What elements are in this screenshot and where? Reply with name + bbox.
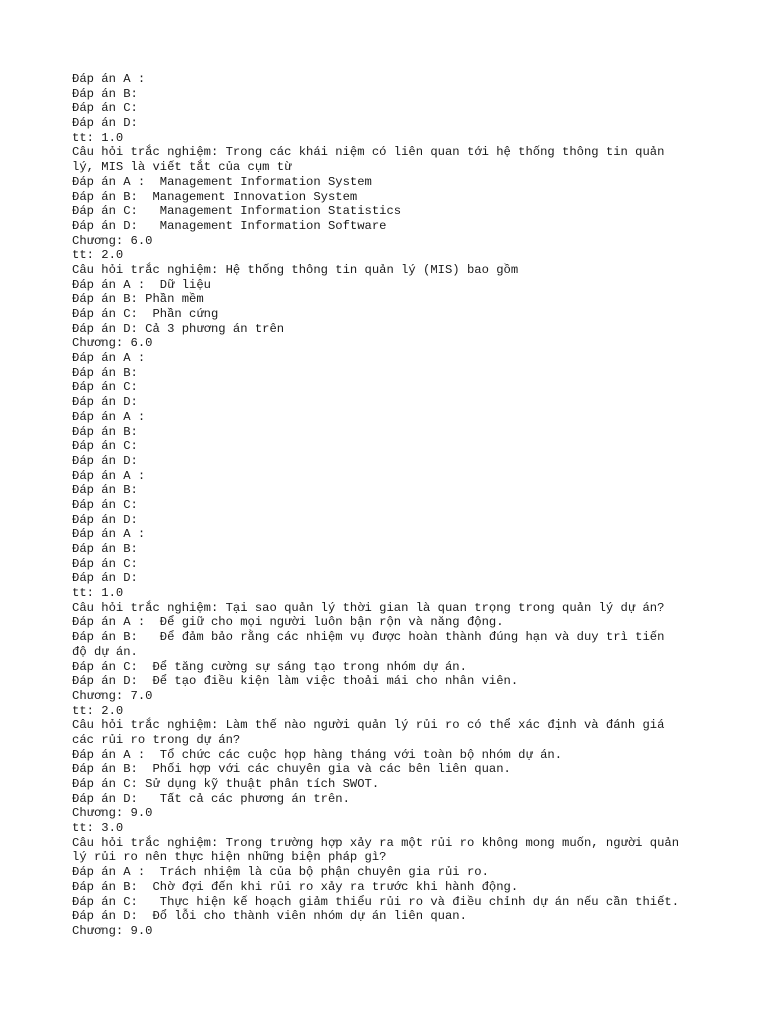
answer-option-line: Đáp án C: <box>72 497 138 512</box>
text-line: các rủi ro trong dự án? <box>72 732 241 747</box>
answer-option-line: Đáp án B: Để đảm bảo rằng các nhiệm vụ được hoàn thành đúng hạn và duy trì tiến <box>72 630 665 645</box>
text-line: lý, MIS là viết tắt của cụm từ <box>72 160 292 175</box>
answer-option-line: Đáp án A : Dữ liệu <box>72 277 211 292</box>
question-line: Câu hỏi trắc nghiệm: Tại sao quản lý thời gian là quan trọng trong quản lý dự án? <box>72 600 665 615</box>
answer-option-line: Đáp án A : <box>72 72 146 86</box>
index-line: tt: 2.0 <box>72 703 124 718</box>
answer-option-line: Đáp án C: <box>72 556 138 571</box>
question-line: Câu hỏi trắc nghiệm: Hệ thống thông tin quản lý (MIS) bao gồm <box>72 262 519 277</box>
index-line: tt: 1.0 <box>72 586 124 601</box>
answer-option-line: Đáp án B: Chờ đợi đến khi rủi ro xảy ra trước khi hành động. <box>72 879 519 894</box>
answer-option-line: Đáp án D: Tất cả các phương án trên. <box>72 791 350 806</box>
answer-option-line: Đáp án A : Management Information System <box>72 174 372 189</box>
answer-option-line: Đáp án C: <box>72 439 138 454</box>
answer-option-line: Đáp án D: Management Information Software <box>72 218 387 233</box>
answer-option-line: Đáp án C: <box>72 101 138 116</box>
text-line: độ dự án. <box>72 644 138 659</box>
answer-option-line: Đáp án C: Phần cứng <box>72 307 219 321</box>
chapter-line: Chương: 6.0 <box>72 336 153 351</box>
answer-option-line: Đáp án A : <box>72 527 146 542</box>
chapter-line: Chương: 9.0 <box>72 806 153 821</box>
question-line: Câu hỏi trắc nghiệm: Làm thế nào người quản lý rủi ro có thể xác định và đánh giá <box>72 718 665 733</box>
answer-option-line: Đáp án B: <box>72 483 138 498</box>
answer-option-line: Đáp án C: <box>72 380 138 395</box>
answer-option-line: Đáp án B: <box>72 424 138 439</box>
answer-option-line: Đáp án C: Thực hiện kế hoạch giảm thiểu rủi ro và điều chỉnh dự án nếu cần thiết. <box>72 894 680 909</box>
answer-option-line: Đáp án D: <box>72 395 138 410</box>
text-line: lý rủi ro nên thực hiện những biện pháp gì? <box>72 850 387 865</box>
answer-option-line: Đáp án A : <box>72 351 146 366</box>
chapter-line: Chương: 9.0 <box>72 923 153 938</box>
answer-option-line: Đáp án B: Management Innovation System <box>72 189 358 204</box>
index-line: tt: 3.0 <box>72 821 124 836</box>
answer-option-line: Đáp án A : <box>72 468 146 483</box>
answer-option-line: Đáp án C: Management Information Statistics <box>72 204 402 219</box>
question-line: Câu hỏi trắc nghiệm: Trong các khái niệm có liên quan tới hệ thống thông tin quản <box>72 145 665 160</box>
answer-option-line: Đáp án D: Để tạo điều kiện làm việc thoải mái cho nhân viên. <box>72 674 519 689</box>
answer-option-line: Đáp án B: <box>72 365 138 380</box>
chapter-line: Chương: 6.0 <box>72 233 153 248</box>
answer-option-line: Đáp án C: Để tăng cường sự sáng tạo trong nhóm dự án. <box>72 659 467 674</box>
answer-option-line: Đáp án D: <box>72 571 138 586</box>
answer-option-line: Đáp án A : <box>72 409 146 424</box>
answer-option-line: Đáp án D: Đổ lỗi cho thành viên nhóm dự án liên quan. <box>72 909 467 924</box>
answer-option-line: Đáp án D: <box>72 512 138 527</box>
document-page <box>72 72 712 939</box>
answer-option-line: Đáp án C: Sử dụng kỹ thuật phân tích SWOT. <box>72 777 380 791</box>
answer-option-line: Đáp án A : Trách nhiệm là của bộ phận chuyên gia rủi ro. <box>72 865 489 880</box>
answer-option-line: Đáp án D: <box>72 453 138 468</box>
answer-option-line: Đáp án D: Cả 3 phương án trên <box>72 321 285 336</box>
answer-option-line: Đáp án B: <box>72 542 138 556</box>
index-line: tt: 1.0 <box>72 130 124 145</box>
answer-option-line: Đáp án D: <box>72 116 138 131</box>
answer-option-line: Đáp án B: <box>72 86 138 101</box>
question-line: Câu hỏi trắc nghiệm: Trong trường hợp xảy ra một rủi ro không mong muốn, người quản <box>72 835 680 850</box>
index-line: tt: 2.0 <box>72 248 124 263</box>
answer-option-line: Đáp án A : Để giữ cho mọi người luôn bận rộn và năng động. <box>72 615 504 630</box>
answer-option-line: Đáp án A : Tổ chức các cuộc họp hàng tháng với toàn bộ nhóm dự án. <box>72 747 563 762</box>
chapter-line: Chương: 7.0 <box>72 688 153 703</box>
answer-option-line: Đáp án B: Phần mềm <box>72 292 204 307</box>
answer-option-line: Đáp án B: Phối hợp với các chuyên gia và các bên liên quan. <box>72 762 511 777</box>
